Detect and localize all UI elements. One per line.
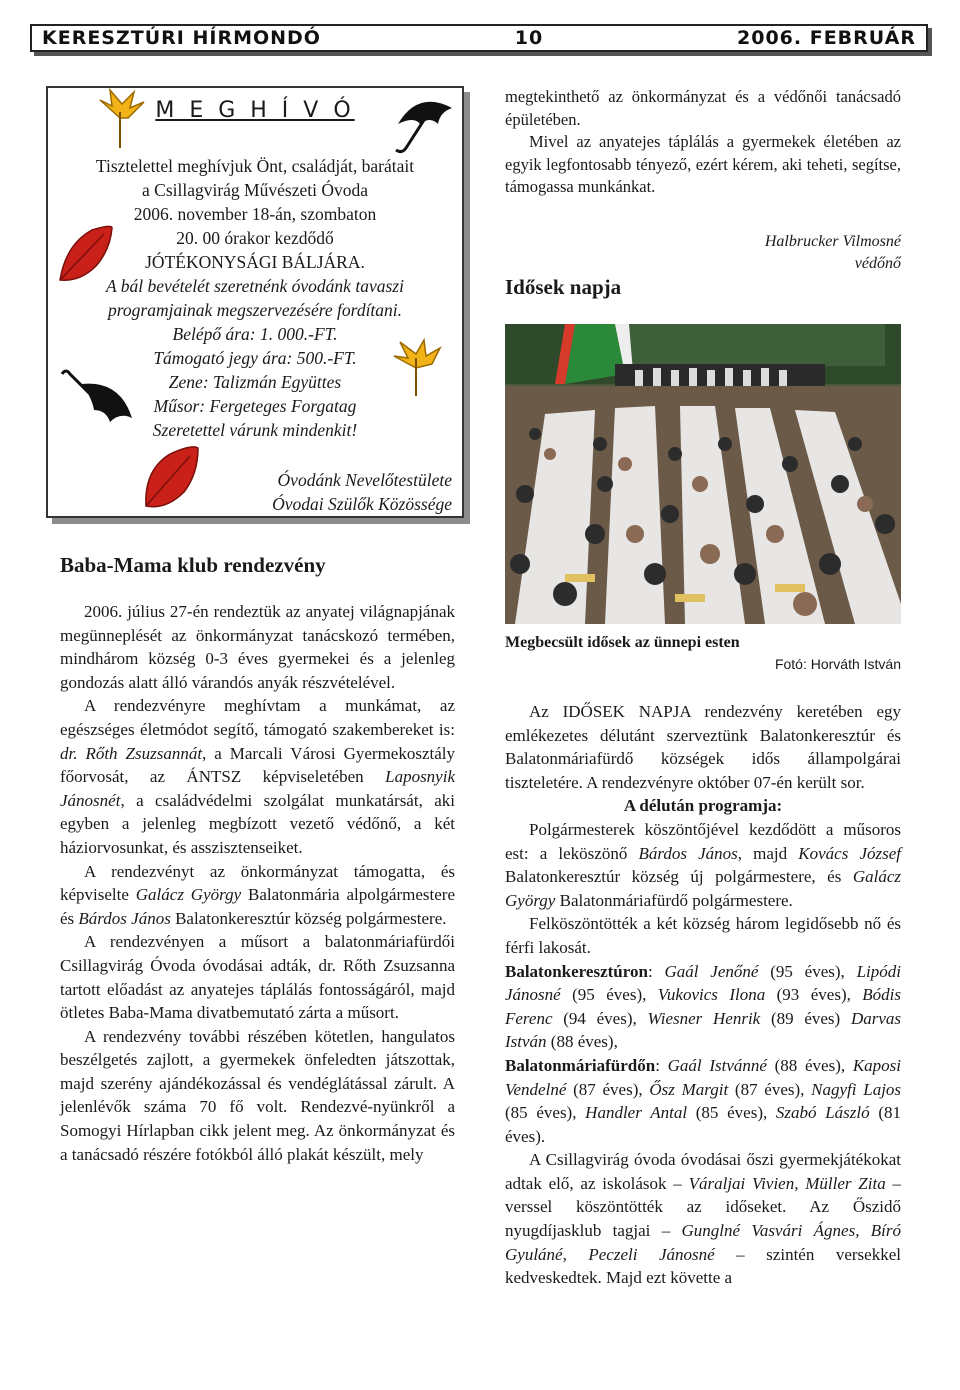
paragraph: A rendezvény további részében kötetlen, hangulatos beszélgetés zajlott, a gyermekek önfeledten játszottak, majd szerény ajándékozással és vendéglátással zárult. A jelenlévők száma 70 fő volt. Rendezvé-nyünkről a Somogyi Hírlapban cikk jelent meg. Az önkormányzat és a tanácsadó részére fotókból álló plakát készült, mely bbox=[60, 1026, 455, 1164]
text-run: Balatonmária alpolgármestere és bbox=[60, 885, 455, 928]
person-name: Gaál Istvánné bbox=[667, 1055, 767, 1075]
invite-line: Szeretettel várunk mindenkit! bbox=[152, 420, 358, 440]
person-name: Laposnyik Jánosnét bbox=[60, 767, 455, 810]
text-run: A rendezvényre meghívtam a munkámat, az egészséges életmódot segítő, támogató szakembereket is: bbox=[60, 696, 455, 739]
person-name: Gunglné Vasvári Ágnes, Bíró Gyuláné, Peczeli Jánosné bbox=[505, 1221, 901, 1264]
paragraph: A rendezvényen a műsort a balatonmáriafürdői Csillagvirág Óvoda óvodásai adták, dr. Rőth Zsuzsanna tartott előadást az anyatejes táplálás fontosságáról, majd ötletes Baba-Mama divatbemutató zárta a műsort. bbox=[60, 932, 455, 1023]
text-run: (81 éves). bbox=[505, 1103, 901, 1146]
invite-line: 2006. november 18-án, szombaton bbox=[133, 204, 377, 224]
photo-credit: Fotó: Horváth István bbox=[774, 656, 901, 672]
text-run: Balatonmáriafürdő polgármestere. bbox=[555, 890, 793, 910]
red-leaf-icon bbox=[140, 444, 202, 512]
invite-line: Műsor: Fergeteges Forgatag bbox=[153, 396, 357, 416]
text-run: (95 éves), bbox=[758, 961, 857, 981]
paragraph bbox=[505, 1148, 901, 1290]
text-run: Balatonkeresztúr község új polgármestere, és bbox=[505, 867, 853, 887]
newspaper-title: KERESZTÚRI HÍRMONDÓ bbox=[42, 27, 321, 49]
invite-line: Tisztelettel meghívjuk Önt, családját, barátait bbox=[95, 156, 415, 176]
person-name: Wiesner Henrik bbox=[647, 1008, 761, 1028]
text-run: Balatonkeresztúr község polgármestere. bbox=[170, 908, 447, 928]
event-photo bbox=[505, 324, 901, 624]
person-name: Ősz Margit bbox=[649, 1079, 729, 1099]
person-name: Nagyfi Lajos bbox=[811, 1079, 902, 1099]
person-name: Kaposi Vendelné bbox=[505, 1055, 901, 1099]
umbrella-icon bbox=[388, 94, 458, 156]
page-header bbox=[30, 24, 928, 52]
person-name: Handler Antal bbox=[585, 1103, 688, 1123]
text-run: Polgármesterek köszöntőjével kezdődött a műsoros est: a leköszönő bbox=[505, 819, 901, 863]
person-name: Lipódi Jánosné bbox=[505, 961, 901, 1005]
paragraph bbox=[505, 818, 901, 912]
invite-line: A bál bevételét szeretnénk óvodánk tavaszi bbox=[106, 276, 404, 296]
paragraph: 2006. július 27-én rendeztük az anyatej világnapjának megünneplését az önkormányzat tanácskozó termében, mindhárom község 0-3 éves gyermekei és a jelenleg gondozás alatt álló várandós anyák részvételével. bbox=[60, 602, 455, 692]
paragraph: Az IDŐSEK NAPJA rendezvény keretében egy emlékezetes délutánt szerveztünk Balatonkeresztúr és Balatonmáriafürdő községek idős állampolgárai tiszteletére. A rendezvényre október 07-én került sor. bbox=[505, 702, 901, 792]
yellow-leaf-icon bbox=[92, 88, 148, 152]
text-run: , a Marcali Városi Gyermekosztály főorvosát, az ÁNTSZ képviseletében bbox=[60, 743, 455, 787]
paragraph bbox=[60, 860, 455, 931]
red-leaf-icon bbox=[56, 224, 116, 286]
article-continuation bbox=[505, 86, 901, 199]
paragraph: Felköszöntötték a két község három legidősebb nő és férfi lakosát. bbox=[505, 914, 901, 957]
text-run: (88 éves), bbox=[546, 1032, 618, 1052]
person-name: Galácz György bbox=[135, 885, 242, 905]
person-name: Bárdos János bbox=[78, 908, 171, 928]
event-photo-illustration bbox=[505, 324, 901, 624]
person-name: Szabó László bbox=[775, 1103, 870, 1123]
issue-date: 2006. FEBRUÁR bbox=[737, 27, 916, 49]
invitation-title: M E G H Í V Ó bbox=[155, 98, 355, 123]
text-run: (88 éves), bbox=[766, 1055, 853, 1075]
text-run: – verssel köszöntötték az időseket. Az Őszidő nyugdíjasklub tagjai – bbox=[505, 1173, 902, 1241]
text-run: – szintén versekkel kedveskedtek. Majd ezt követte a bbox=[505, 1244, 901, 1288]
text-run: A Csillagvirág óvoda óvodásai őszi gyermekjátékokat adtak elő, az iskolások – bbox=[505, 1150, 901, 1193]
author-signature bbox=[505, 231, 901, 275]
text-run: , a családvédelmi szolgálat munkatársát, aki egyben a jelenleg megbízott vezető védőnő, a két háziorvosunkat, és asszisztenseiket. bbox=[60, 790, 455, 857]
paragraph bbox=[505, 960, 901, 1054]
invite-line: JÓTÉKONYSÁGI BÁLJÁRA. bbox=[145, 252, 365, 272]
umbrella-icon bbox=[60, 366, 136, 442]
text-run: (85 éves), bbox=[505, 1103, 586, 1123]
yellow-leaf-icon bbox=[390, 338, 444, 398]
invite-line: a Csillagvirág Művészeti Óvoda bbox=[142, 180, 368, 200]
paragraph bbox=[60, 694, 455, 859]
author-name: Halbrucker Vilmosné bbox=[764, 233, 901, 250]
invite-line: Zene: Talizmán Együttes bbox=[168, 372, 342, 392]
article-idosek-napja-body bbox=[505, 700, 901, 1290]
text-run: A rendezvényt az önkormányzat támogatta, és képviselte bbox=[60, 861, 455, 905]
village-name: Balatonmáriafürdőn bbox=[505, 1055, 656, 1075]
person-name: Vukovics Ilona bbox=[657, 985, 766, 1005]
text-run: : bbox=[655, 1055, 668, 1075]
person-name: Galácz György bbox=[505, 867, 901, 910]
invitation-signature bbox=[272, 468, 452, 516]
paragraph: Mivel az anyatejes táplálás a gyermekek életében az egyik legfontosabb tényező, ezért kérem, aki teheti, segítse, támogassa munkánkat. bbox=[505, 132, 901, 196]
signature-line: Óvodánk Nevelőtestülete bbox=[277, 470, 452, 490]
person-name: Váraljai Vivien, Müller Zita bbox=[688, 1173, 886, 1193]
author-role: védőnő bbox=[854, 255, 901, 272]
text-run: : bbox=[647, 961, 665, 981]
invite-line: Belépő ára: 1. 000.-FT. bbox=[172, 324, 338, 344]
text-run: (93 éves), bbox=[765, 985, 863, 1005]
article-heading-idosek-napja: Idősek napja bbox=[505, 275, 622, 299]
text-run: (95 éves), bbox=[560, 985, 658, 1005]
paragraph: megtekinthető az önkormányzat és a védőnői tanácsadó épületében. bbox=[505, 87, 901, 129]
invitation-box bbox=[46, 86, 464, 518]
person-name: Bárdos János bbox=[638, 843, 738, 863]
program-subheading: A délután programja: bbox=[623, 796, 783, 816]
village-name: Balatonkeresztúron bbox=[505, 961, 648, 981]
text-run: , majd bbox=[737, 843, 799, 863]
text-run: (94 éves), bbox=[552, 1008, 648, 1028]
page-number: 10 bbox=[514, 27, 544, 49]
person-name: Kovács József bbox=[798, 843, 902, 863]
signature-line: Óvodai Szülők Közössége bbox=[272, 494, 452, 514]
photo-caption: Megbecsült idősek az ünnepi esten bbox=[505, 634, 740, 651]
invite-line: 20. 00 órakor kezdődő bbox=[176, 228, 334, 248]
invite-line: programjainak megszervezésére fordítani. bbox=[107, 300, 403, 320]
person-name: Darvas István bbox=[505, 1008, 902, 1052]
text-run: (87 éves), bbox=[566, 1079, 650, 1099]
person-name: dr. Rőth Zsuzsannát bbox=[60, 743, 203, 763]
article-baba-mama-body bbox=[60, 600, 455, 1166]
text-run: (89 éves) bbox=[760, 1008, 851, 1028]
invite-line: Támogató jegy ára: 500.-FT. bbox=[153, 348, 357, 368]
article-heading-baba-mama: Baba-Mama klub rendezvény bbox=[60, 553, 326, 577]
paragraph bbox=[505, 1054, 901, 1148]
person-name: Bódis Ferenc bbox=[505, 985, 902, 1028]
text-run: (87 éves), bbox=[728, 1079, 812, 1099]
text-run: (85 éves), bbox=[687, 1103, 776, 1123]
person-name: Gaál Jenőné bbox=[664, 961, 759, 981]
